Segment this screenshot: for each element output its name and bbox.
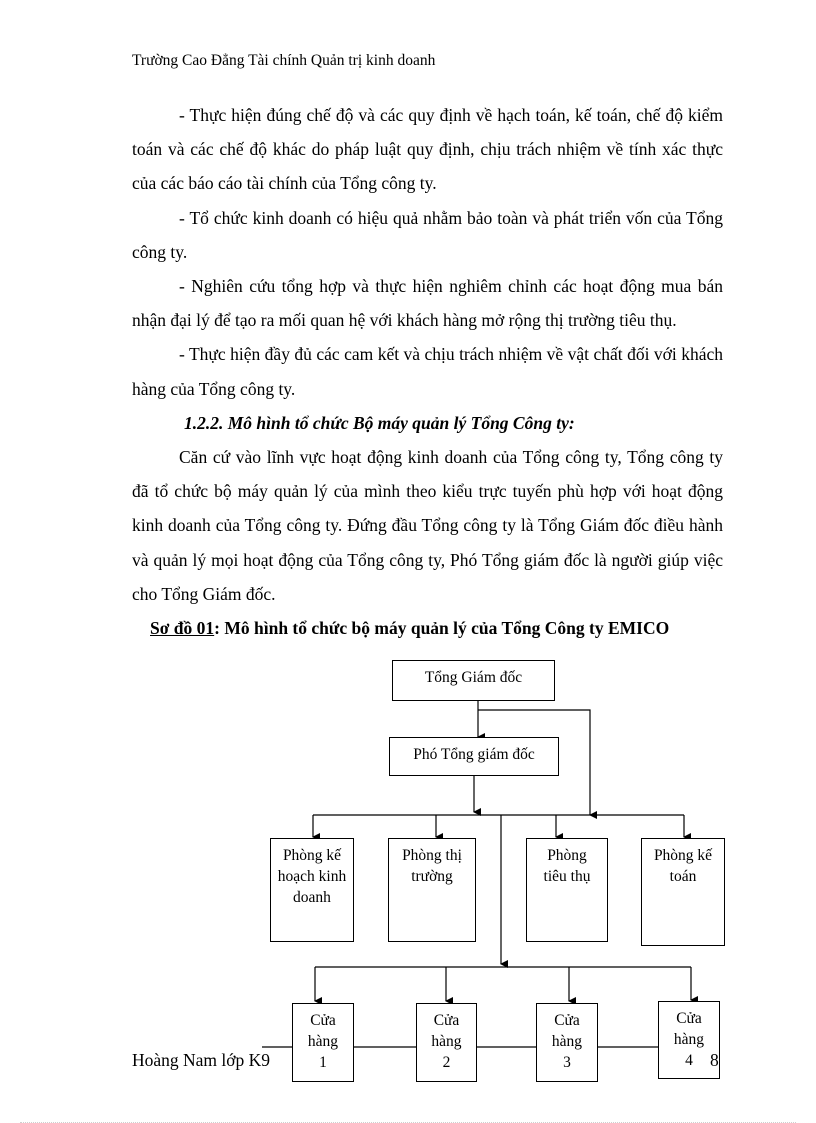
department-box-planning [270, 838, 354, 942]
footer-author: Hoàng Nam lớp K9 [132, 1050, 271, 1070]
deputy-label: Phó Tổng giám đốc [413, 746, 535, 763]
ceo-box [392, 660, 555, 701]
deputy-box [389, 737, 559, 776]
paragraph-1: - Thực hiện đúng chế độ và các quy định về hạch toán, kế toán, chế độ kiểm toán và các chế độ khác do pháp luật quy định, chịu trách nhiệm về tính xác thực của các báo cáo tài chính của Tổng công ty. [132, 105, 723, 194]
store-label-2: Cửa hàng 2 [431, 1012, 462, 1071]
department-label-accounting: Phòng kế toán [653, 847, 713, 885]
paragraph-4: - Thực hiện đầy đủ các cam kết và chịu trách nhiệm về vật chất đối với khách hàng của Tổng công ty. [132, 344, 723, 399]
paragraph-2: - Tổ chức kinh doanh có hiệu quả nhằm bảo toàn và phát triển vốn của Tổng công ty. [132, 207, 723, 262]
paragraph-5: Căn cứ vào lĩnh vực hoạt động kinh doanh của Tổng công ty, Tổng công ty đã tổ chức bộ máy quản lý của mình theo kiểu trực tuyến phù hợp với hoạt động kinh doanh của Tổng công ty. Đứng đầu Tổng công ty là Tổng Giám đốc điều hành và quản lý mọi hoạt động của Tổng công ty, Phó Tổng giám đốc là người giúp việc cho Tổng Giám đốc. [132, 447, 723, 604]
department-label-planning: Phòng kế hoạch kinh doanh [277, 847, 347, 906]
ceo-label: Tổng Giám đốc [424, 669, 523, 686]
caption-label: Sơ đồ 01 [150, 618, 215, 638]
store-label-3: Cửa hàng 3 [551, 1012, 583, 1071]
section-heading: 1.2.2. Mô hình tổ chức Bộ máy quản lý Tổng Công ty: [184, 412, 575, 433]
store-box-3 [536, 1003, 598, 1082]
page-number: 8 [710, 1050, 719, 1070]
page-header: Trường Cao Đẳng Tài chính Quản trị kinh doanh [132, 52, 436, 69]
store-label-1: Cửa hàng 1 [307, 1012, 339, 1071]
department-box-sales [526, 838, 608, 942]
department-box-market [388, 838, 476, 942]
caption-text: : Mô hình tổ chức bộ máy quản lý của Tổng Công ty EMICO [214, 618, 670, 638]
department-box-accounting [641, 838, 725, 946]
department-label-market: Phòng thị trường [402, 847, 462, 885]
store-box-2 [416, 1003, 477, 1082]
store-box-1 [292, 1003, 354, 1082]
department-label-sales: Phòng tiêu thụ [543, 847, 591, 885]
store-label-4: Cửa hàng 4 [673, 1010, 705, 1069]
paragraph-3: - Nghiên cứu tổng hợp và thực hiện nghiêm chỉnh các hoạt động mua bán nhận đại lý để tạo ra mối quan hệ với khách hàng mở rộng thị trường tiêu thụ. [132, 276, 723, 331]
